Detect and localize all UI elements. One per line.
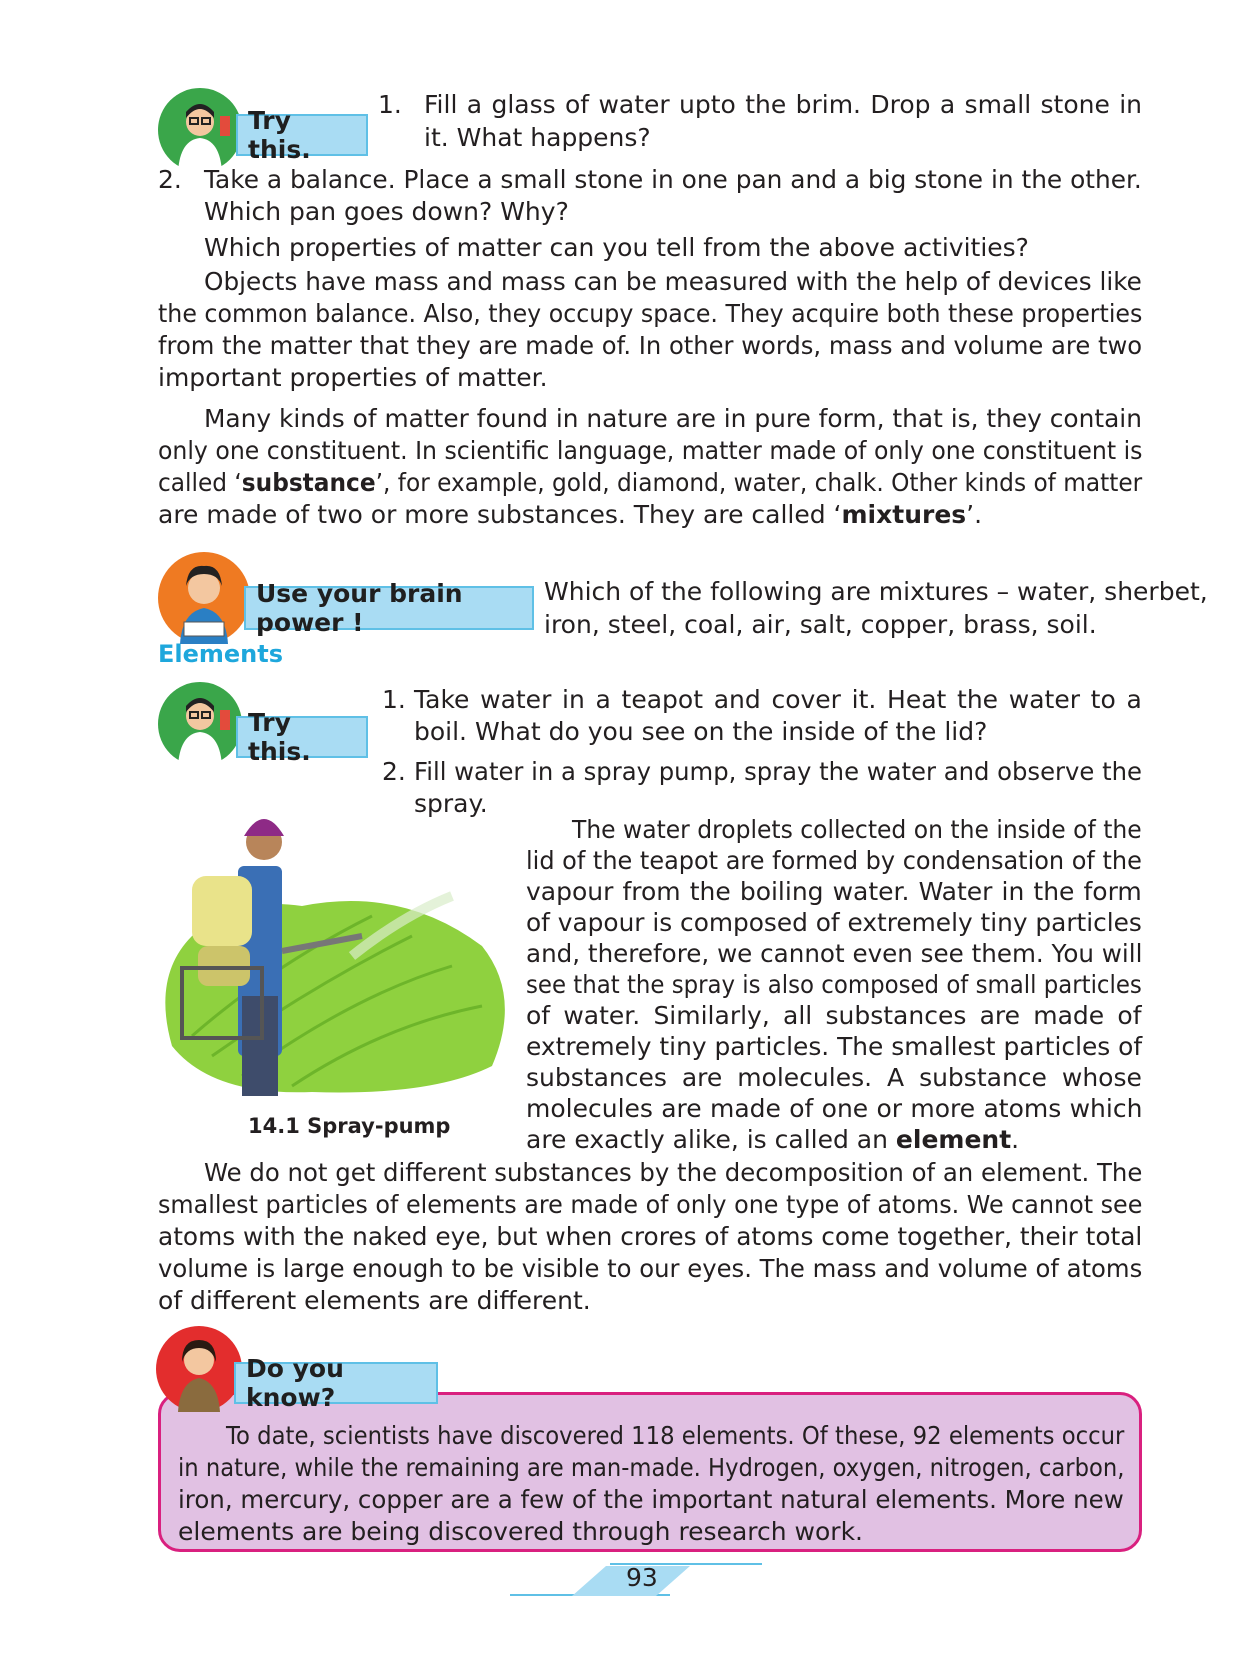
term-mixtures: mixtures (841, 500, 967, 529)
paragraph-line: of vapour is composed of extremely tiny particles (526, 908, 1142, 937)
paragraph-line: called ‘substance’, for example, gold, diamond, water, chalk. Other kinds of matter (158, 468, 1143, 497)
scientist-icon (158, 88, 242, 172)
page-number: 93 (626, 1563, 658, 1592)
paragraph-line: Many kinds of matter found in nature are in pure form, that is, they contain (204, 404, 1142, 433)
section-heading-elements: Elements (158, 640, 284, 668)
paragraph-line: substances are molecules. A substance whose (526, 1063, 1142, 1092)
paragraph-line: extremely tiny particles. The smallest particles of (526, 1032, 1143, 1061)
brain-question-line: Which of the following are mixtures – water, sherbet, (544, 577, 1208, 606)
list-item-text: Fill a glass of water upto the brim. Drop a small stone in (424, 90, 1143, 119)
list-item-text: it. What happens? (424, 123, 651, 152)
try-this-label: Try this. (248, 106, 311, 164)
term-substance: substance (241, 468, 376, 497)
paragraph-line: molecules are made of one or more atoms which (526, 1094, 1143, 1123)
paragraph-line: atoms with the naked eye, but when crores of atoms come together, their total (158, 1222, 1143, 1251)
figure-caption: 14.1 Spray-pump (248, 1114, 451, 1138)
try-this-label: Try this. (248, 708, 311, 766)
brain-power-tag (244, 579, 534, 637)
question-text: Which properties of matter can you tell from the above activities? (204, 233, 1029, 262)
spray-pump-illustration (152, 796, 516, 1102)
list-number: 2. (158, 165, 182, 194)
do-you-know-tag (234, 1354, 438, 1412)
paragraph-line: volume is large enough to be visible to our eyes. The mass and volume of atoms (158, 1254, 1143, 1283)
girl-thinking-icon (156, 1326, 242, 1412)
paragraph-line: vapour from the boiling water. Water in the form (526, 877, 1142, 906)
paragraph-line: the common balance. Also, they occupy space. They acquire both these properties (158, 299, 1143, 328)
list-number: 1. (378, 90, 402, 119)
paragraph-line: are exactly alike, is called an element. (526, 1125, 1020, 1154)
term-element: element (895, 1125, 1012, 1154)
brain-question-line: iron, steel, coal, air, salt, copper, brass, soil. (544, 610, 1097, 639)
paragraph-line: important properties of matter. (158, 363, 548, 392)
do-you-know-line: iron, mercury, copper are a few of the important natural elements. More new (178, 1485, 1124, 1514)
paragraph-line: smallest particles of elements are made of only one type of atoms. We cannot see (158, 1190, 1143, 1219)
list-item-text: Take a balance. Place a small stone in one pan and a big stone in the other. (204, 165, 1142, 194)
paragraph-line: are made of two or more substances. They are called ‘mixtures’. (158, 500, 983, 529)
paragraph-line: The water droplets collected on the inside of the (572, 815, 1142, 844)
paragraph-line: and, therefore, we cannot even see them. You will (526, 939, 1143, 968)
paragraph-line: of different elements are different. (158, 1286, 591, 1315)
do-you-know-line: elements are being discovered through research work. (178, 1517, 863, 1546)
paragraph-line: of water. Similarly, all substances are made of (526, 1001, 1142, 1030)
paragraph-line: only one constituent. In scientific language, matter made of only one constituent is (158, 436, 1143, 465)
do-you-know-line: To date, scientists have discovered 118 elements. Of these, 92 elements occur (226, 1421, 1125, 1450)
paragraph-line: from the matter that they are made of. In other words, mass and volume are two (158, 331, 1143, 360)
paragraph-line: We do not get different substances by the decomposition of an element. The (204, 1158, 1143, 1187)
list-number: 2. (382, 757, 406, 786)
brain-power-label: Use your brain power ! (256, 579, 463, 637)
paragraph-line: see that the spray is also composed of small particles (526, 970, 1142, 999)
do-you-know-label: Do you know? (246, 1354, 344, 1412)
list-item-text: Take water in a teapot and cover it. Heat the water to a (414, 685, 1142, 714)
student-thinking-icon (158, 552, 250, 644)
list-item-text: Which pan goes down? Why? (204, 197, 569, 226)
try-this-tag (236, 106, 368, 164)
list-item-text: Fill water in a spray pump, spray the water and observe the (414, 757, 1142, 786)
try-this-tag (236, 708, 368, 766)
paragraph-line: lid of the teapot are formed by condensation of the (526, 846, 1142, 875)
list-number: 1. (382, 685, 406, 714)
scientist-icon (158, 682, 242, 766)
list-item-text: spray. (414, 789, 488, 818)
paragraph-line: Objects have mass and mass can be measured with the help of devices like (204, 267, 1142, 296)
do-you-know-line: in nature, while the remaining are man-made. Hydrogen, oxygen, nitrogen, carbon, (178, 1453, 1125, 1482)
list-item-text: boil. What do you see on the inside of the lid? (414, 717, 988, 746)
